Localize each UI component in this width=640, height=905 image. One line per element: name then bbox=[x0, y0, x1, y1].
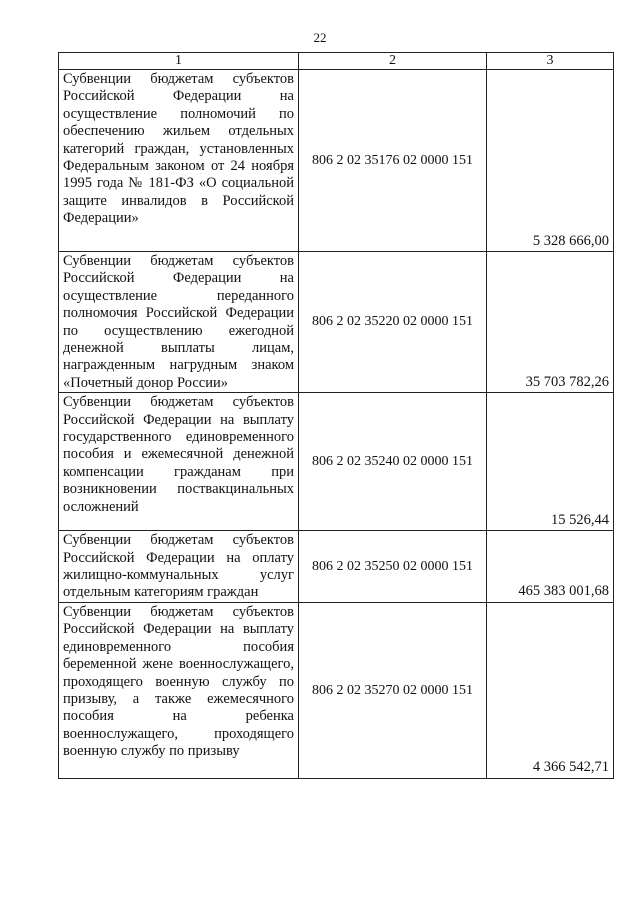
table-row bbox=[59, 70, 614, 252]
row-budget-code: 806 2 02 35250 02 0000 151 bbox=[299, 531, 487, 603]
table-row bbox=[59, 602, 614, 778]
row-budget-code: 806 2 02 35240 02 0000 151 bbox=[299, 393, 487, 531]
column-header-2: 2 bbox=[299, 53, 487, 70]
table-row bbox=[59, 393, 614, 531]
row-description: Субвенции бюджетам субъектов Российской Федерации на выплату единовременного пособия беременной жене военнослужащего, проходящего военную службу по призыву, а также ежемесячного пособия на ребенка военнослужащего, проходящего военную службу по призыву bbox=[59, 602, 299, 778]
row-description: Субвенции бюджетам субъектов Российской Федерации на оплату жилищно-коммунальных услуг отдельным категориям граждан bbox=[59, 531, 299, 603]
row-description: Субвенции бюджетам субъектов Российской Федерации на осуществление полномочий по обеспечению жильем отдельных категорий граждан, установленных Федеральным законом от 24 ноября 1995 года № 181-ФЗ «О социальной защите инвалидов в Российской Федерации» bbox=[59, 70, 299, 252]
row-amount: 5 328 666,00 bbox=[487, 70, 614, 252]
table-row bbox=[59, 531, 614, 603]
row-budget-code: 806 2 02 35270 02 0000 151 bbox=[299, 602, 487, 778]
column-header-1: 1 bbox=[59, 53, 299, 70]
table-row bbox=[59, 252, 614, 393]
page-number: 22 bbox=[313, 30, 327, 45]
table-header-row bbox=[59, 53, 614, 70]
row-amount: 15 526,44 bbox=[487, 393, 614, 531]
budget-table bbox=[58, 52, 614, 779]
row-description: Субвенции бюджетам субъектов Российской Федерации на выплату государственного единовременного пособия и ежемесячной денежной компенсации гражданам при возникновении поствакцинальных осложнений bbox=[59, 393, 299, 531]
row-amount: 4 366 542,71 bbox=[487, 602, 614, 778]
row-budget-code: 806 2 02 35220 02 0000 151 bbox=[299, 252, 487, 393]
row-budget-code: 806 2 02 35176 02 0000 151 bbox=[299, 70, 487, 252]
row-description: Субвенции бюджетам субъектов Российской Федерации на осуществление переданного полномочия Российской Федерации по осуществлению ежегодной денежной выплаты лицам, награжденным нагрудным знаком «Почетный донор России» bbox=[59, 252, 299, 393]
column-header-3: 3 bbox=[487, 53, 614, 70]
row-amount: 35 703 782,26 bbox=[487, 252, 614, 393]
row-amount: 465 383 001,68 bbox=[487, 531, 614, 603]
